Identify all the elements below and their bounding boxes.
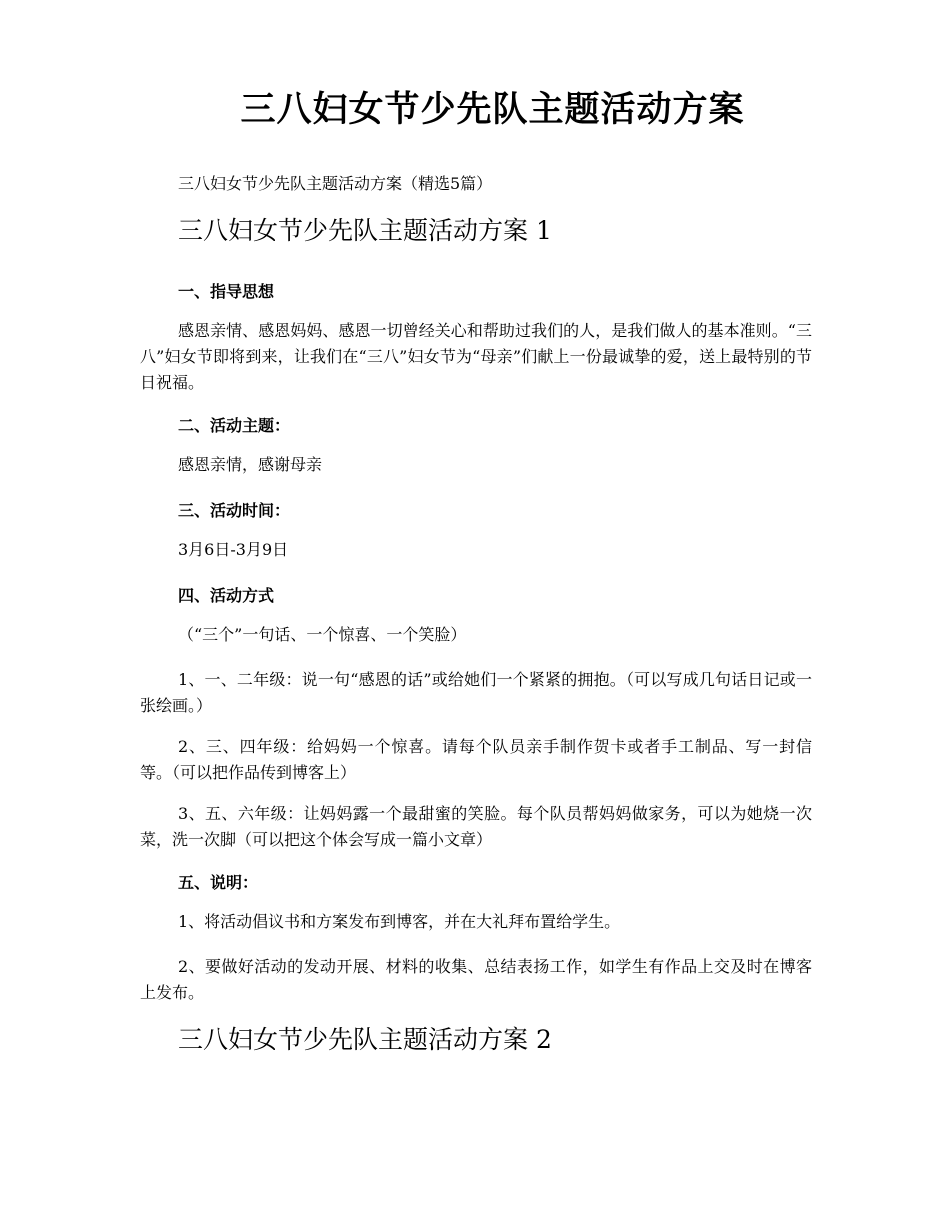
method-item-1: 1、一、二年级：说一句“感恩的话”或给她们一个紧紧的拥抱。（可以写成几句话日记或一张绘画。） [140, 670, 812, 715]
document-subtitle: 三八妇女节少先队主题活动方案（精选5篇） [178, 174, 493, 193]
section-2-heading: 三八妇女节少先队主题活动方案 2 [178, 1025, 552, 1054]
time-heading: 三、活动时间： [178, 501, 291, 520]
document-title: 三八妇女节少先队主题活动方案 [240, 89, 745, 130]
guiding-heading: 一、指导思想 [178, 282, 275, 301]
section-1-heading: 三八妇女节少先队主题活动方案 1 [178, 216, 552, 245]
notes-item-2: 2、要做好活动的发动开展、材料的收集、总结表扬工作，如学生有作品上交及时在博客上发布。 [140, 957, 812, 1002]
theme-heading: 二、活动主题： [178, 416, 291, 435]
notes-heading: 五、说明： [178, 873, 259, 892]
time-paragraph: 3月6日-3月9日 [178, 540, 289, 559]
method-intro: （“三个”一句话、一个惊喜、一个笑脸） [178, 625, 467, 644]
notes-item-1: 1、将活动倡议书和方案发布到博客，并在大礼拜布置给学生。 [178, 912, 621, 931]
method-item-2: 2、三、四年级：给妈妈一个惊喜。请每个队员亲手制作贺卡或者手工制品、写一封信等。（可以把作品传到博客上） [140, 737, 812, 782]
guiding-paragraph: 感恩亲情、感恩妈妈、感恩一切曾经关心和帮助过我们的人，是我们做人的基本准则。“三八”妇女节即将到来，让我们在“三八”妇女节为“母亲”们献上一份最诚挚的爱，送上最特别的节日祝福。 [140, 321, 812, 392]
theme-paragraph: 感恩亲情，感谢母亲 [178, 455, 323, 474]
method-heading: 四、活动方式 [178, 586, 275, 605]
method-item-3: 3、五、六年级：让妈妈露一个最甜蜜的笑脸。每个队员帮妈妈做家务，可以为她烧一次菜，洗一次脚（可以把这个体会写成一篇小文章） [140, 804, 812, 849]
